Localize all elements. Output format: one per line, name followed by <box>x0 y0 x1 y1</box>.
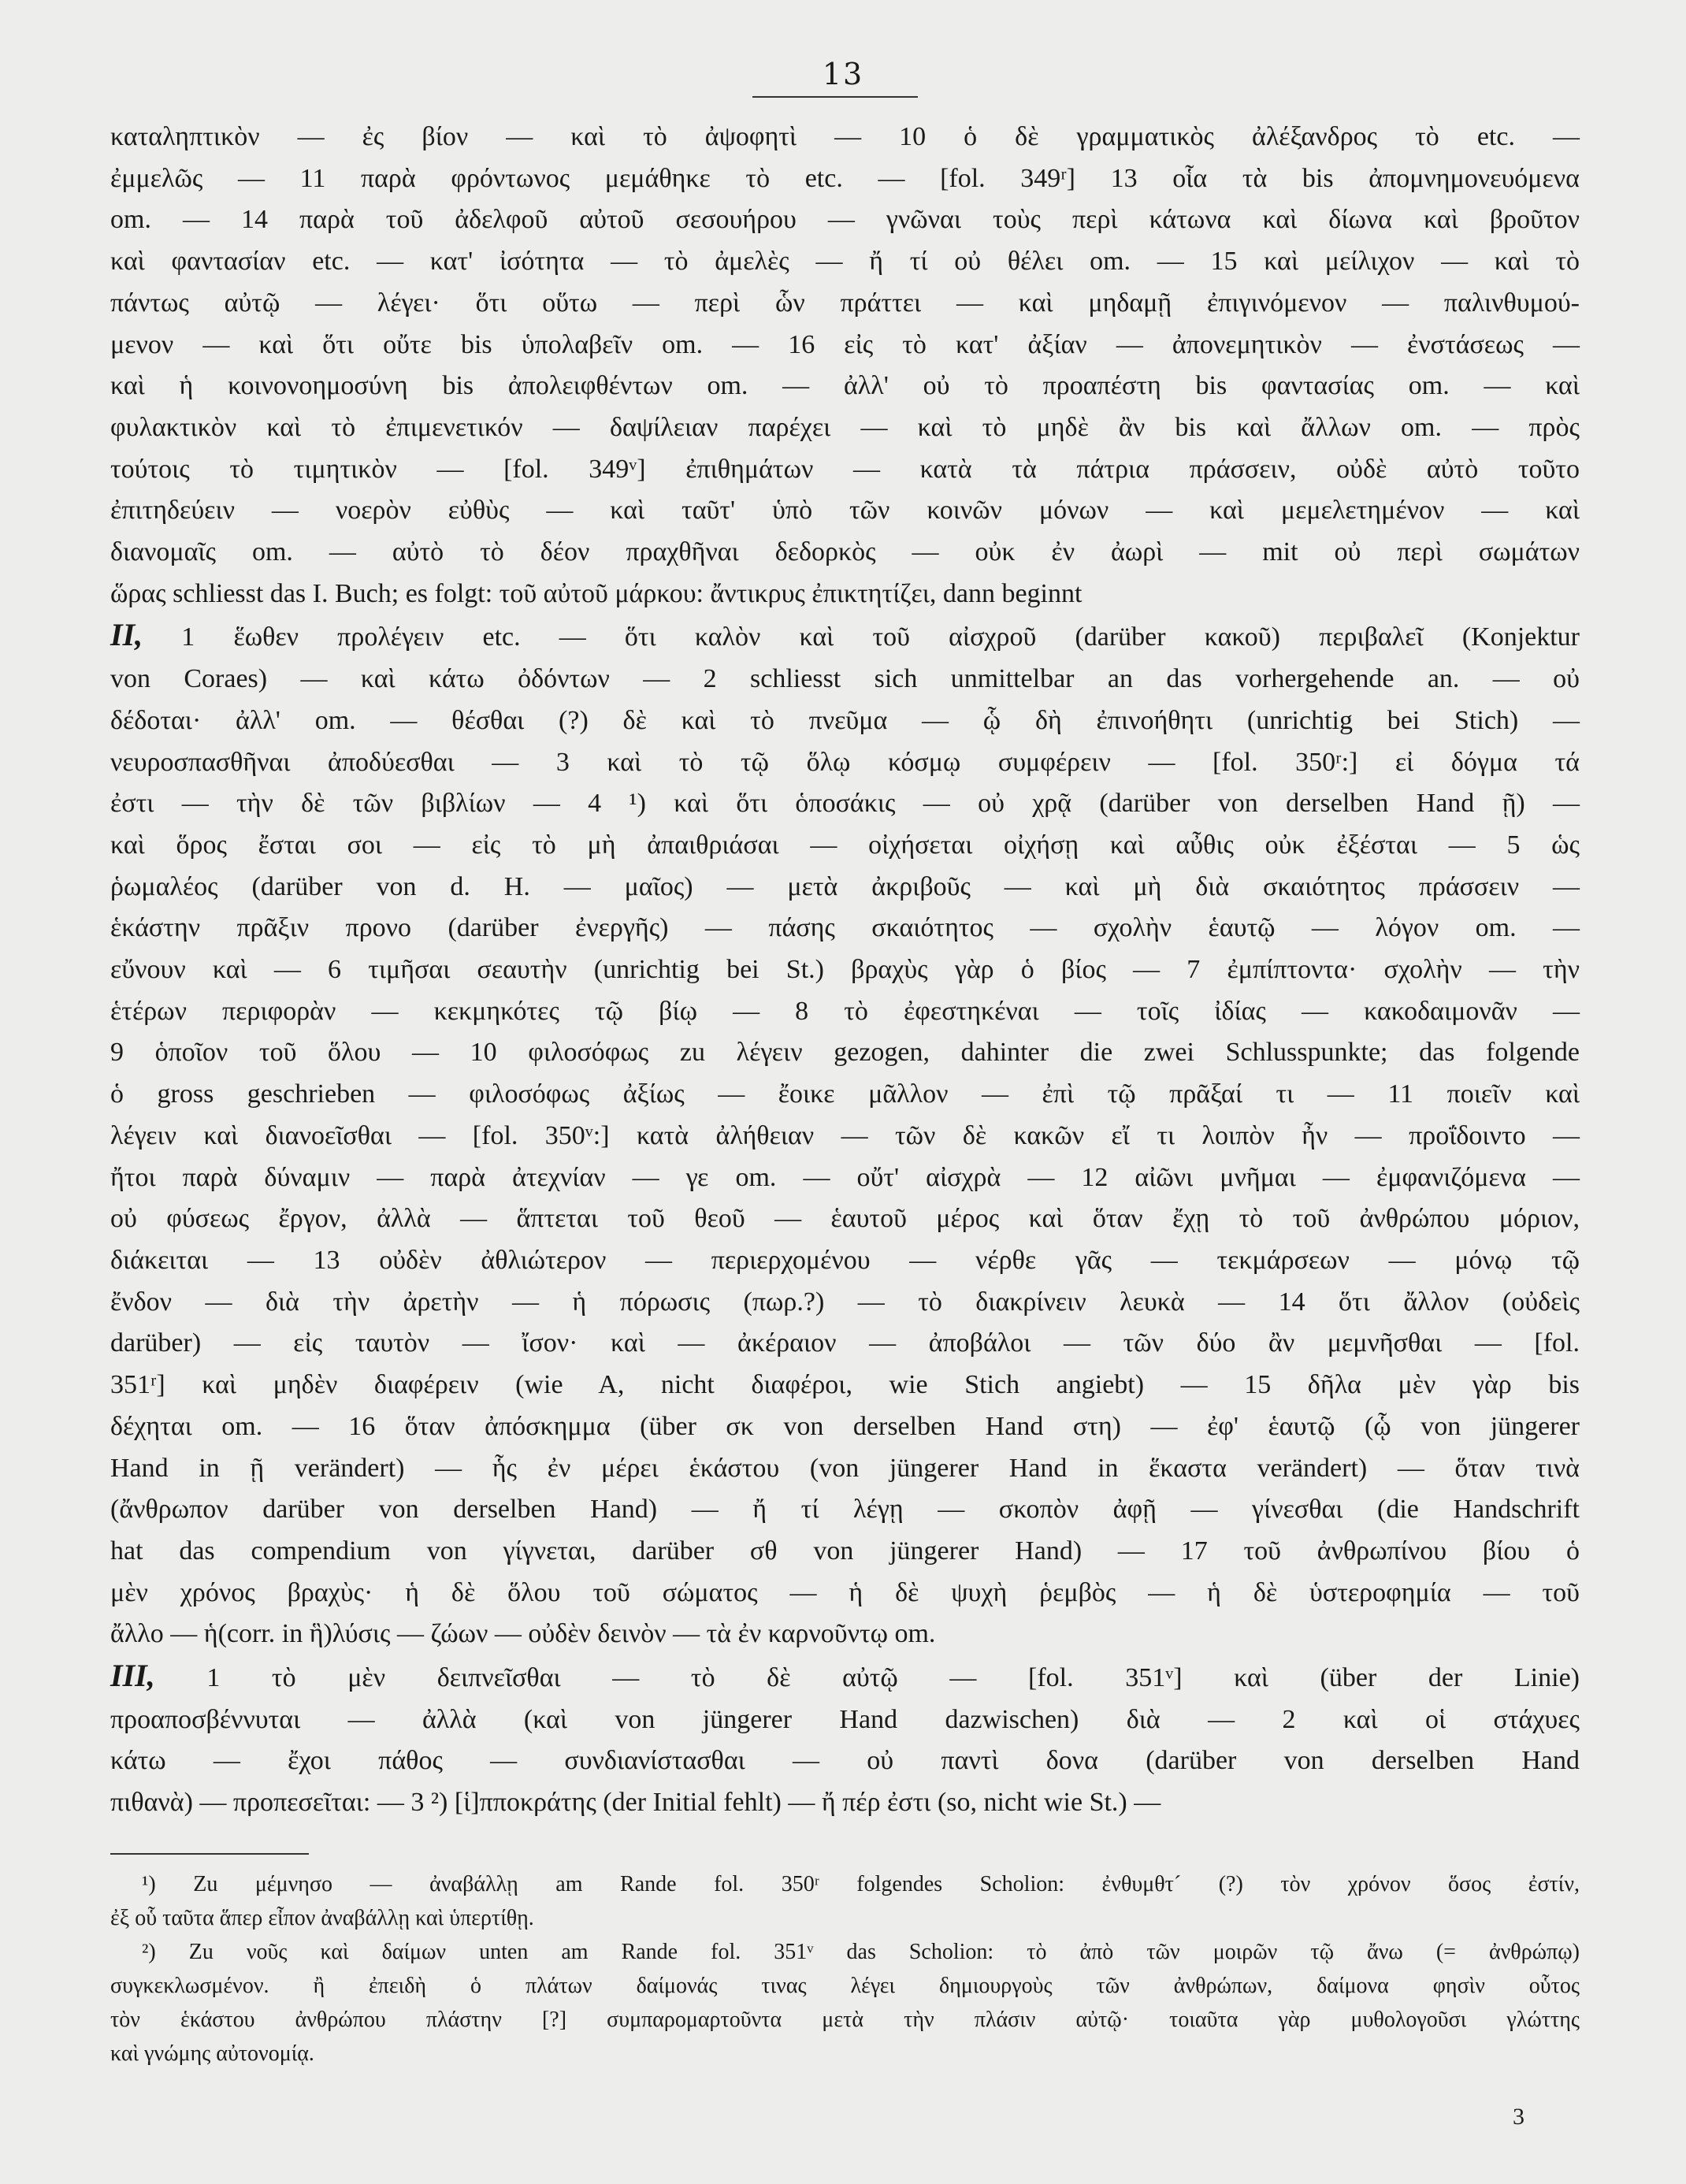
critical-apparatus <box>110 117 1580 1824</box>
apparatus-line <box>110 991 1580 1033</box>
apparatus-line-text: von Coraes) — καὶ κάτω ὀδόντων — 2 schliesst sich unmittelbar an das vorhergehende an. — οὐ <box>110 664 1580 694</box>
apparatus-line <box>110 783 1580 825</box>
apparatus-line-text: ἄλλο — ἡ(corr. in ἣ)λύσις — ζώων — οὐδὲν δεινὸν — τὰ ἐν καρνοῦντῳ om. <box>110 1619 936 1649</box>
footnote-line: καὶ γνώμης αὐτονομίᾳ. <box>110 2041 314 2066</box>
apparatus-line-text: hat das compendium von γίγνεται, darüber σθ von jüngerer Hand) — 17 τοῦ ἀνθρωπίνου βίου ὁ <box>110 1536 1580 1566</box>
apparatus-line <box>110 117 1580 158</box>
apparatus-line <box>110 1074 1580 1116</box>
apparatus-line-text: κάτω — ἔχοι πάθος — συνδιανίστασθαι — οὐ παντὶ δονα (darüber von derselben Hand <box>110 1746 1580 1776</box>
apparatus-line <box>110 1365 1580 1406</box>
apparatus-line <box>110 1323 1580 1365</box>
apparatus-line <box>110 825 1580 867</box>
apparatus-line <box>110 1782 1580 1824</box>
apparatus-line <box>110 449 1580 491</box>
apparatus-line <box>110 615 1580 659</box>
apparatus-line <box>110 325 1580 366</box>
apparatus-line-text: καὶ φαντασίαν etc. — κατ' ἰσότητα — τὸ ἀμελὲς — ἤ τί οὐ θέλει om. — 15 καὶ μείλιχον — καὶ τὸ <box>110 247 1580 277</box>
apparatus-line <box>110 241 1580 283</box>
apparatus-line-text: ἑτέρων περιφορὰν — κεκμηκότες τῷ βίῳ — 8 τὸ ἐφεστηκέναι — τοῖς ἰδίας — κακοδαιμονᾶν — <box>110 996 1580 1026</box>
book-marker: II, <box>110 617 143 653</box>
apparatus-line-text: προαποσβέννυται — ἀλλὰ (καὶ von jüngerer Hand dazwischen) διὰ — 2 καὶ οἱ στάχυες <box>110 1704 1580 1734</box>
apparatus-line-text: 351ʳ] καὶ μηδὲν διαφέρειν (wie A, nicht διαφέροι, wie Stich angiebt) — 15 δῆλα μὲν γὰρ bis <box>110 1370 1580 1400</box>
apparatus-line-text: διανομαῖς om. — αὐτὸ τὸ δέον πραχθῆναι δεδορκὸς — οὐκ ἐν ἀωρὶ — mit οὐ περὶ σωμάτων <box>110 537 1580 567</box>
apparatus-line-text: (ἄνθρωπον darüber von derselben Hand) — ἤ τί λέγῃ — σκοπὸν ἀφῇ — γίνεσθαι (die Handschrift <box>110 1495 1580 1525</box>
footnote-rule <box>110 1853 309 1855</box>
apparatus-line-text: εὔνουν καὶ — 6 τιμῆσαι σεαυτὴν (unrichtig bei St.) βραχὺς γὰρ ὁ βίος — 7 ἐμπίπτοντα· σχολὴν — τὴν <box>110 955 1580 985</box>
apparatus-line-text: ῥωμαλέος (darüber von d. H. — μαῖος) — μετὰ ἀκριβοῦς — καὶ μὴ διὰ σκαιότητος πράσσειν — <box>110 871 1580 901</box>
apparatus-line <box>110 532 1580 574</box>
apparatus-line-text: καταληπτικὸν — ἐς βίον — καὶ τὸ ἀψοφητὶ — 10 ὁ δὲ γραμματικὸς ἀλέξανδρος τὸ etc. — <box>110 122 1580 151</box>
apparatus-line-text: πιθανὰ) — προπεσεῖται: — 3 ²) [ἱ]πποκράτης (der Initial fehlt) — ἤ πέρ ἐστι (so, nicht wie St.) — <box>110 1788 1161 1818</box>
apparatus-line-text: καὶ ἡ κοινονοημοσύνη bis ἀπολειφθέντων om. — ἀλλ' οὐ τὸ προαπέστη bis φαντασίας om. — καὶ <box>110 371 1580 401</box>
apparatus-line <box>110 742 1580 784</box>
apparatus-line-text: 1 ἕωθεν προλέγειν etc. — ὅτι καλὸν καὶ τοῦ αἰσχροῦ (darüber κακοῦ) περιβαλεῖ (Konjektur <box>143 622 1580 652</box>
apparatus-line <box>110 158 1580 200</box>
apparatus-line-text: ὁ gross geschrieben — φιλοσόφως ἀξίως — ἔοικε μᾶλλον — ἐπὶ τῷ πρᾶξαί τι — 11 ποιεῖν καὶ <box>110 1079 1580 1109</box>
page-number-rule <box>752 96 918 98</box>
apparatus-line-text: δέχηται om. — 16 ὅταν ἀπόσκημμα (über σκ von derselben Hand στη) — ἐφ' ἑαυτῷ (ᾧ von jüngerer <box>110 1411 1580 1441</box>
apparatus-line <box>110 1448 1580 1490</box>
apparatus-line <box>110 199 1580 241</box>
apparatus-line <box>110 366 1580 407</box>
apparatus-line-text: ἐστι — τὴν δὲ τῶν βιβλίων — 4 ¹) καὶ ὅτι ὁποσάκις — οὐ χρᾷ (darüber von derselben Hand ῇ) — <box>110 789 1580 819</box>
apparatus-line-text: μὲν χρόνος βραχὺς· ἡ δὲ ὅλου τοῦ σώματος — ἡ δὲ ψυχὴ ῥεμβὸς — ἡ δὲ ὑστεροφημία — τοῦ <box>110 1577 1580 1607</box>
apparatus-line-text: ἔνδον — διὰ τὴν ἀρετὴν — ἡ πόρωσις (πωρ.?) — τὸ διακρίνειν λευκὰ — 14 ὅτι ἄλλον (οὐδεὶς <box>110 1287 1580 1317</box>
apparatus-line-text: νευροσπασθῆναι ἀποδύεσθαι — 3 καὶ τὸ τῷ ὅλῳ κόσμῳ συμφέρειν — [fol. 350ʳ:] εἰ δόγμα τά <box>110 747 1580 777</box>
apparatus-line <box>110 1699 1580 1741</box>
apparatus-line-text: διάκειται — 13 οὐδὲν ἀθλιώτερον — περιερχομένου — νέρθε γᾶς — τεκμάρσεων — μόνῳ τῷ <box>110 1245 1580 1275</box>
page-number: 13 <box>822 57 864 91</box>
apparatus-line <box>110 1157 1580 1199</box>
apparatus-line <box>110 1573 1580 1614</box>
apparatus-line <box>110 407 1580 449</box>
apparatus-line <box>110 659 1580 700</box>
footnotes <box>110 1867 1580 2071</box>
apparatus-line-text: οὐ φύσεως ἔργον, ἀλλὰ — ἅπτεται τοῦ θεοῦ — ἑαυτοῦ μέρος καὶ ὅταν ἔχῃ τὸ τοῦ ἀνθρώπου μόριον, <box>110 1204 1580 1234</box>
apparatus-line-text: τούτοις τὸ τιμητικὸν — [fol. 349ᵛ] ἐπιθημάτων — κατὰ τὰ πάτρια πράσσειν, οὐδὲ αὐτὸ τοῦτο <box>110 454 1580 484</box>
apparatus-line <box>110 949 1580 991</box>
apparatus-line <box>110 867 1580 908</box>
apparatus-line <box>110 283 1580 325</box>
apparatus-line-text: ἐμμελῶς — 11 παρὰ φρόντωνος μεμάθηκε τὸ etc. — [fol. 349ʳ] 13 οἷα τὰ bis ἀπομνημονευόμενα <box>110 163 1580 193</box>
apparatus-line-text: 9 ὁποῖον τοῦ ὅλου — 10 φιλοσόφως zu λέγειν gezogen, dahinter die zwei Schlusspunkte; das folgende <box>110 1038 1580 1068</box>
signature-mark: 3 <box>1513 2104 1524 2130</box>
apparatus-line-text: μενον — καὶ ὅτι οὔτε bis ὑπολαβεῖν om. — 16 εἰς τὸ κατ' ἀξίαν — ἀπονεμητικὸν — ἐνστάσεως — <box>110 329 1580 359</box>
apparatus-line-text: 1 τὸ μὲν δειπνεῖσθαι — τὸ δὲ αὐτῷ — [fol. 351ᵛ] καὶ (über der Linie) <box>154 1663 1580 1693</box>
apparatus-line <box>110 908 1580 949</box>
apparatus-line <box>110 1198 1580 1240</box>
apparatus-line-text: πάντως αὐτῷ — λέγει· ὅτι οὕτω — περὶ ὧν πράττει — καὶ μηδαμῇ ἐπιγινόμενον — παλινθυμού- <box>110 288 1580 318</box>
apparatus-line <box>110 1032 1580 1074</box>
apparatus-line-text: ἐπιτηδεύειν — νοερὸν εὐθὺς — καὶ ταῦτ' ὑπὸ τῶν κοινῶν μόνων — καὶ μεμελετημένον — καὶ <box>110 496 1580 526</box>
apparatus-line-text: ὥρας schliesst das I. Buch; es folgt: τοῦ αὐτοῦ μάρκου: ἄντικρυς ἐπικτητίζει, dann beginnt <box>110 578 1083 608</box>
apparatus-line <box>110 1740 1580 1782</box>
apparatus-line-text: Hand in ῇ verändert) — ἧς ἐν μέρει ἑκάστου (von jüngerer Hand in ἕκαστα verändert) — ὅταν τινὰ <box>110 1453 1580 1483</box>
apparatus-line-text: ἑκάστην πρᾶξιν προνο (darüber ἐνεργῆς) — πάσης σκαιότητος — σχολὴν ἑαυτῷ — λόγον om. — <box>110 913 1580 943</box>
apparatus-line <box>110 1655 1580 1699</box>
apparatus-line-text: φυλακτικὸν καὶ τὸ ἐπιμενετικόν — δαψίλειαν παρέχει — καὶ τὸ μηδὲ ἂν bis καὶ ἄλλων om. — πρὸς <box>110 412 1580 442</box>
apparatus-line <box>110 1614 1580 1655</box>
apparatus-line-text: δέδοται· ἀλλ' om. — θέσθαι (?) δὲ καὶ τὸ πνεῦμα — ᾧ δὴ ἐπινοήθητι (unrichtig bei Stich) — <box>110 705 1580 735</box>
footnote-line: συγκεκλωσμένον. ἢ ἐπειδὴ ὁ πλάτων δαίμονάς τινας λέγει δημιουργοὺς τῶν ἀνθρώπων, δαίμονα φησὶν οὗτος <box>110 1974 1580 1998</box>
apparatus-line <box>110 1240 1580 1282</box>
book-marker: III, <box>110 1658 155 1694</box>
footnote-line: τὸν ἑκάστου ἀνθρώπου πλάστην [?] συμπαρομαρτοῦντα μετὰ τὴν πλάσιν αὐτῷ· τοιαῦτα γὰρ μυθολογοῦσι γλώττης <box>110 2008 1580 2032</box>
apparatus-line <box>110 1531 1580 1573</box>
apparatus-line <box>110 700 1580 742</box>
footnote-line: ¹) Zu μέμνησο — ἀναβάλλῃ am Rande fol. 350ʳ folgendes Scholion: ἐνθυμθτ´ (?) τὸν χρόνον ὅσος ἐστίν, <box>142 1872 1580 1896</box>
apparatus-line-text: ἤτοι παρὰ δύναμιν — παρὰ ἀτεχνίαν — γε om. — οὔτ' αἰσχρὰ — 12 αἰῶνι μνῆμαι — ἐμφανιζόμενα — <box>110 1162 1580 1192</box>
apparatus-line <box>110 1116 1580 1157</box>
apparatus-line <box>110 1489 1580 1531</box>
apparatus-line-text: om. — 14 παρὰ τοῦ ἀδελφοῦ αὐτοῦ σεσουήρου — γνῶναι τοὺς περὶ κάτωνα καὶ δίωνα καὶ βροῦτον <box>110 205 1580 235</box>
footnote-line: ἐξ οὗ ταῦτα ἅπερ εἶπον ἀναβάλλῃ καὶ ὑπερτίθῃ. <box>110 1906 534 1930</box>
apparatus-line <box>110 574 1580 615</box>
apparatus-line <box>110 1282 1580 1324</box>
apparatus-line-text: καὶ ὅρος ἔσται σοι — εἰς τὸ μὴ ἀπαιθριάσαι — οἰχήσεται οἰχήσῃ καὶ αὖθις οὐκ ἐξέσται — 5 ὡς <box>110 830 1580 860</box>
apparatus-line <box>110 490 1580 532</box>
footnote-line: ²) Zu νοῦς καὶ δαίμων unten am Rande fol. 351ᵛ das Scholion: τὸ ἀπὸ τῶν μοιρῶν τῷ ἄνω (= ἀνθρώπῳ) <box>142 1940 1580 1964</box>
apparatus-line <box>110 1406 1580 1448</box>
apparatus-line-text: darüber) — εἰς ταυτὸν — ἴσον· καὶ — ἀκέραιον — ἀποβάλοι — τῶν δύο ἂν μεμνῆσθαι — [fol. <box>110 1328 1580 1358</box>
apparatus-line-text: λέγειν καὶ διανοεῖσθαι — [fol. 350ᵛ:] κατὰ ἀλήθειαν — τῶν δὲ κακῶν εἴ τι λοιπὸν ἦν — προΐδοιντο — <box>110 1120 1580 1150</box>
